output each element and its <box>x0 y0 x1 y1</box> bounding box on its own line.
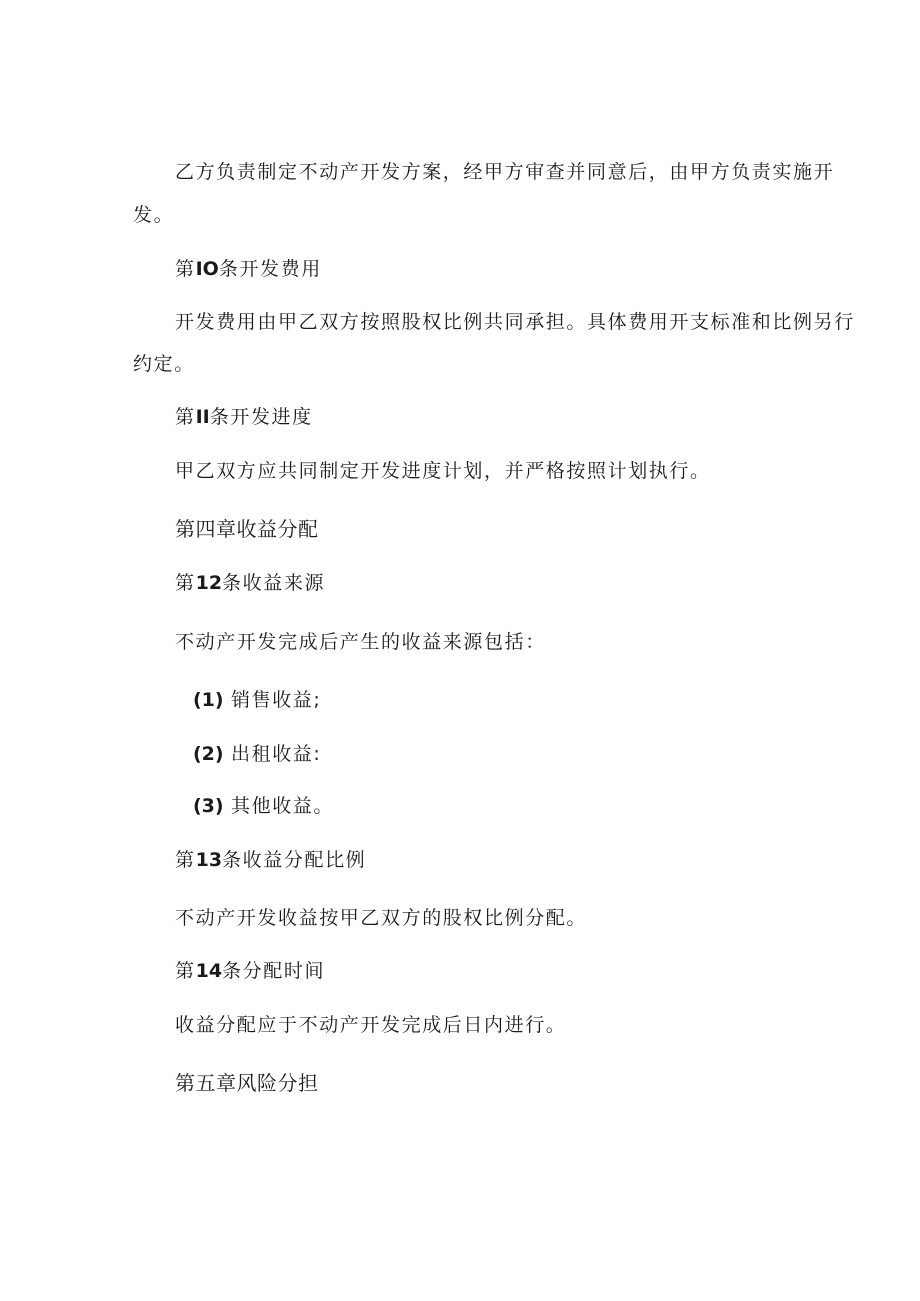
chapter-5-heading: 第五章风险分担 <box>175 1071 319 1095</box>
article-10-heading <box>175 257 322 281</box>
chapter-4-heading: 第四章收益分配 <box>175 517 319 541</box>
list-item-text: 出租收益: <box>231 743 322 765</box>
article-title: 条分配时间 <box>222 960 326 982</box>
article-prefix: 第 <box>175 406 196 428</box>
paragraph-development-schedule: 甲乙双方应共同制定开发进度计划，并严格按照计划执行。 <box>175 460 711 482</box>
article-number: 13 <box>195 849 223 871</box>
paragraph-development-plan-line1: 乙方负责制定不动产开发方案，经甲方审查并同意后，由甲方负责实施开 <box>175 161 835 183</box>
article-prefix: 第 <box>175 258 196 280</box>
paragraph-distribution-ratio: 不动产开发收益按甲乙双方的股权比例分配。 <box>175 907 588 929</box>
paragraph-development-cost-line1: 开发费用由甲乙双方按照股权比例共同承担。具体费用开支标准和比例另行 <box>175 311 855 333</box>
article-title: 条开发进度 <box>209 406 313 428</box>
article-number: 14 <box>195 960 223 982</box>
article-title: 条收益来源 <box>222 572 326 594</box>
list-item-text: 销售收益; <box>231 689 322 711</box>
list-item <box>193 742 321 766</box>
list-item-number: (2) <box>193 743 224 765</box>
paragraph-development-plan-line2: 发。 <box>133 204 175 226</box>
article-title: 条收益分配比例 <box>222 849 367 871</box>
article-12-heading <box>175 571 325 595</box>
article-number: IO <box>195 258 219 280</box>
list-item-text: 其他收益。 <box>231 795 335 817</box>
paragraph-income-sources: 不动产开发完成后产生的收益来源包括： <box>175 631 546 653</box>
article-prefix: 第 <box>175 572 196 594</box>
article-11-heading <box>175 405 313 429</box>
paragraph-distribution-time: 收益分配应于不动产开发完成后日内进行。 <box>175 1014 567 1036</box>
article-prefix: 第 <box>175 849 196 871</box>
list-item <box>193 794 334 818</box>
list-item <box>193 688 321 712</box>
paragraph-development-cost-line2: 约定。 <box>133 353 195 375</box>
article-number: II <box>195 406 210 428</box>
article-number: 12 <box>195 572 223 594</box>
article-title: 条开发费用 <box>218 258 322 280</box>
article-prefix: 第 <box>175 960 196 982</box>
article-14-heading <box>175 959 325 983</box>
list-item-number: (3) <box>193 795 224 817</box>
article-13-heading <box>175 848 366 872</box>
list-item-number: (1) <box>193 689 224 711</box>
